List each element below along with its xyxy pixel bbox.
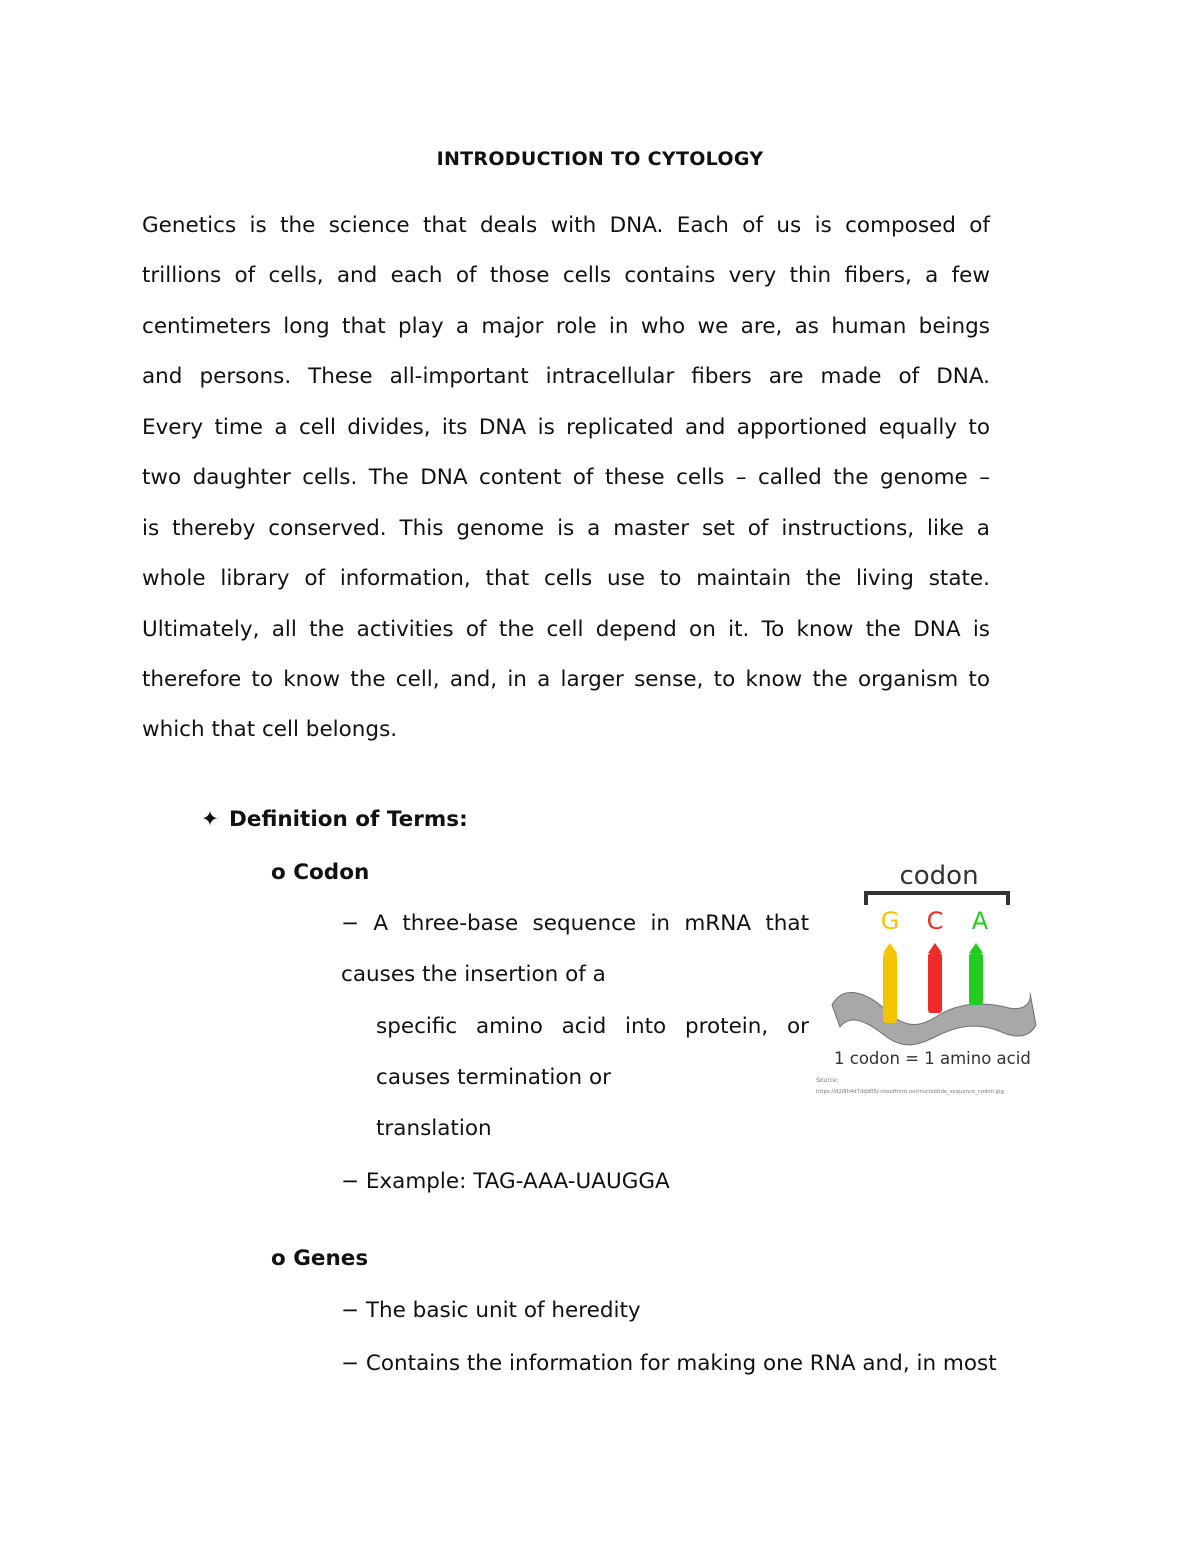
codon-example: − Example: TAG-AAA-UAUGGA	[341, 1169, 670, 1194]
base-letter-g: G	[880, 907, 900, 935]
peg-c-tip	[928, 943, 942, 953]
codon-heading: o Codon	[271, 860, 370, 885]
figure-source-label: Source:	[816, 1077, 839, 1084]
definitions-heading-text: Definition of Terms:	[229, 807, 468, 832]
genes-definition-line: − The basic unit of heredity	[341, 1298, 641, 1323]
intro-line: therefore to know the cell, and, in a larger sense, to know the organism to	[142, 667, 990, 692]
intro-line: and persons. These all-important intracellular fibers are made of DNA.	[142, 364, 990, 389]
peg-g-body	[883, 953, 897, 1023]
codon-definition-line: causes the insertion of a	[341, 962, 606, 987]
base-peg-c	[928, 943, 942, 1013]
codon-definition-line: specific amino acid into protein, or	[376, 1014, 809, 1039]
base-peg-g	[883, 943, 897, 1023]
codon-definition-line: − A three-base sequence in mRNA that	[341, 911, 809, 936]
intro-line: Every time a cell divides, its DNA is replicated and apportioned equally to	[142, 415, 990, 440]
figure-label: codon	[899, 861, 979, 891]
intro-line: is thereby conserved. This genome is a master set of instructions, like a	[142, 516, 990, 541]
codon-definition-line: causes termination or	[376, 1065, 611, 1090]
codon-figure	[814, 853, 1064, 1103]
base-letter-a: A	[971, 907, 989, 935]
figure-caption: 1 codon = 1 amino acid	[834, 1049, 1031, 1068]
base-peg-a	[969, 943, 983, 1005]
intro-line: which that cell belongs.	[142, 717, 398, 742]
figure-source-url: https://d2l8h4d7ddd05r.cloudfront.net/nucleotide_sequence_codon.jpg	[816, 1089, 1004, 1095]
bracket-icon	[866, 893, 1008, 905]
intro-line: whole library of information, that cells use to maintain the living state.	[142, 566, 990, 591]
intro-line: Genetics is the science that deals with DNA. Each of us is composed of	[142, 213, 990, 238]
intro-line: Ultimately, all the activities of the cell depend on it. To know the DNA is	[142, 617, 990, 642]
intro-line: two daughter cells. The DNA content of these cells – called the genome –	[142, 465, 990, 490]
peg-a-body	[969, 953, 983, 1005]
star-bullet-icon: ✦	[201, 807, 220, 832]
genes-heading: o Genes	[271, 1246, 369, 1271]
genes-definition-line: − Contains the information for making one RNA and, in most	[341, 1351, 997, 1376]
intro-line: trillions of cells, and each of those cells contains very thin fibers, a few	[142, 263, 990, 288]
definitions-heading	[201, 807, 468, 832]
peg-a-tip	[969, 943, 983, 953]
intro-line: centimeters long that play a major role in who we are, as human beings	[142, 314, 990, 339]
page-title: INTRODUCTION TO CYTOLOGY	[436, 148, 764, 170]
peg-c-body	[928, 953, 942, 1013]
peg-g-tip	[883, 943, 897, 953]
codon-definition-line: translation	[376, 1116, 492, 1141]
base-letter-c: C	[926, 907, 944, 935]
